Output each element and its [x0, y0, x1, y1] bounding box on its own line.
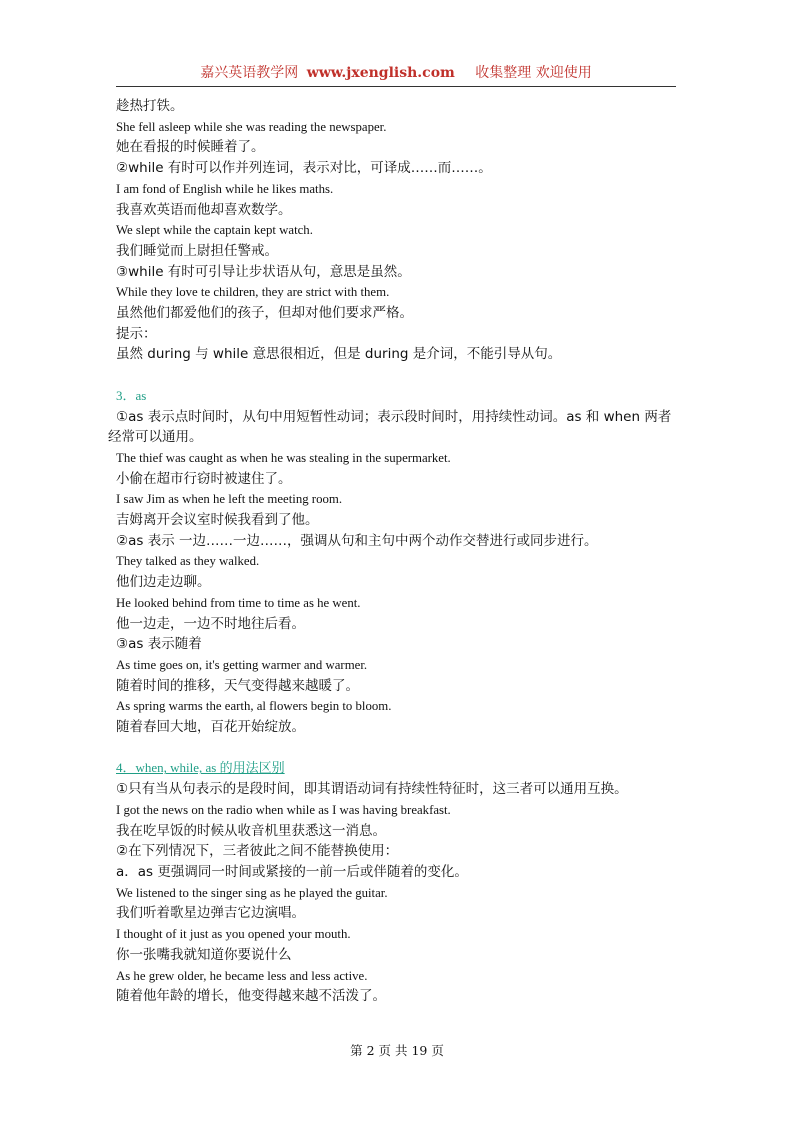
chinese-text: 趁热打铁。 — [116, 98, 184, 114]
while-section — [116, 96, 678, 365]
chinese-text: 小偷在超市行窃时被逮住了。 — [116, 470, 292, 487]
document-body — [108, 96, 678, 1007]
page-header — [116, 62, 676, 84]
chinese-text: ②while 有时可以作并列连词，表示对比，可译成……而……。 — [116, 160, 492, 177]
chinese-text: 虽然 during 与 while 意思很相近，但是 during 是介词，不能引导从句。 — [116, 346, 562, 363]
page-footer: 第 2 页 共 19 页 — [350, 1043, 444, 1058]
english-sentence: I am fond of English while he likes maths. — [116, 181, 334, 196]
english-sentence: We slept while the captain kept watch. — [116, 223, 313, 238]
english-sentence: He looked behind from time to time as he went. — [116, 595, 361, 610]
as-section — [108, 407, 678, 738]
heading-when-while-as-text: 4．when, while, as 的用法区别 — [116, 760, 285, 776]
chinese-text: 虽然他们都爱他们的孩子，但却对他们要求严格。 — [116, 305, 413, 322]
english-sentence: I got the news on the radio when while as I was having breakfast. — [116, 802, 451, 817]
chinese-text: 随着他年龄的增长，他变得越来越不活泼了。 — [116, 988, 386, 1005]
heading-when-while-as — [116, 758, 678, 779]
english-sentence: As spring warms the earth, al flowers begin to bloom. — [116, 699, 392, 714]
comparison-section — [116, 779, 678, 1007]
english-sentence: As he grew older, he became less and less active. — [116, 968, 368, 983]
header-site-name: 嘉兴英语教学网 — [200, 65, 299, 81]
english-sentence: We listened to the singer sing as he played the guitar. — [116, 885, 388, 900]
chinese-text: ③while 有时可引导让步状语从句，意思是虽然。 — [116, 263, 411, 280]
header-divider — [116, 86, 676, 87]
chinese-text: 随着春回大地，百花开始绽放。 — [116, 719, 305, 736]
heading-as: 3．as — [116, 387, 147, 403]
header-url[interactable]: www.jxenglish.com — [306, 65, 455, 81]
english-sentence: I thought of it just as you opened your mouth. — [116, 927, 351, 942]
chinese-text: 你一张嘴我就知道你要说什么 — [116, 946, 292, 963]
english-sentence: While they love te children, they are strict with them. — [116, 285, 390, 300]
chinese-text: ②as 表示 一边……一边……，强调从句和主句中两个动作交替进行或同步进行。 — [116, 532, 598, 549]
english-sentence: They talked as they walked. — [116, 554, 260, 569]
chinese-text: 我们睡觉而上尉担任警戒。 — [116, 242, 278, 259]
chinese-text: 我喜欢英语而他却喜欢数学。 — [116, 201, 292, 218]
chinese-text: 提示： — [116, 325, 157, 342]
section-gap — [116, 365, 678, 386]
chinese-text: ①只有当从句表示的是段时间，即其谓语动词有持续性特征时，这三者可以通用互换。 — [116, 781, 628, 798]
english-sentence: As time goes on, it's getting warmer and warmer. — [116, 657, 368, 672]
chinese-text: 他一边走，一边不时地往后看。 — [116, 615, 305, 632]
chinese-text: 吉姆离开会议室时候我看到了他。 — [116, 512, 319, 529]
chinese-text: 我们听着歌星边弹吉它边演唱。 — [116, 905, 305, 922]
chinese-text: 随着时间的推移，天气变得越来越暖了。 — [116, 677, 359, 694]
header-slogan: 收集整理 欢迎使用 — [475, 65, 592, 81]
english-sentence: I saw Jim as when he left the meeting room. — [116, 492, 343, 507]
english-sentence: She fell asleep while she was reading the newspaper. — [116, 119, 387, 134]
section-gap — [116, 738, 678, 759]
chinese-text: 他们边走边聊。 — [116, 574, 211, 591]
english-sentence: The thief was caught as when he was stealing in the supermarket. — [116, 450, 451, 465]
chinese-text: 我在吃早饭的时候从收音机里获悉这一消息。 — [116, 822, 386, 839]
chinese-text: ①as 表示点时间时，从句中用短暂性动词；表示段时间时，用持续性动词。as 和 when 两者 — [116, 408, 672, 425]
chinese-text: 她在看报的时候睡着了。 — [116, 139, 265, 156]
chinese-text: ③as 表示随着 — [116, 636, 202, 653]
chinese-text: 经常可以通用。 — [108, 429, 203, 446]
chinese-text: a．as 更强调同一时间或紧接的一前一后或伴随着的变化。 — [116, 863, 468, 880]
chinese-text: ②在下列情况下，三者彼此之间不能替换使用： — [116, 843, 399, 860]
